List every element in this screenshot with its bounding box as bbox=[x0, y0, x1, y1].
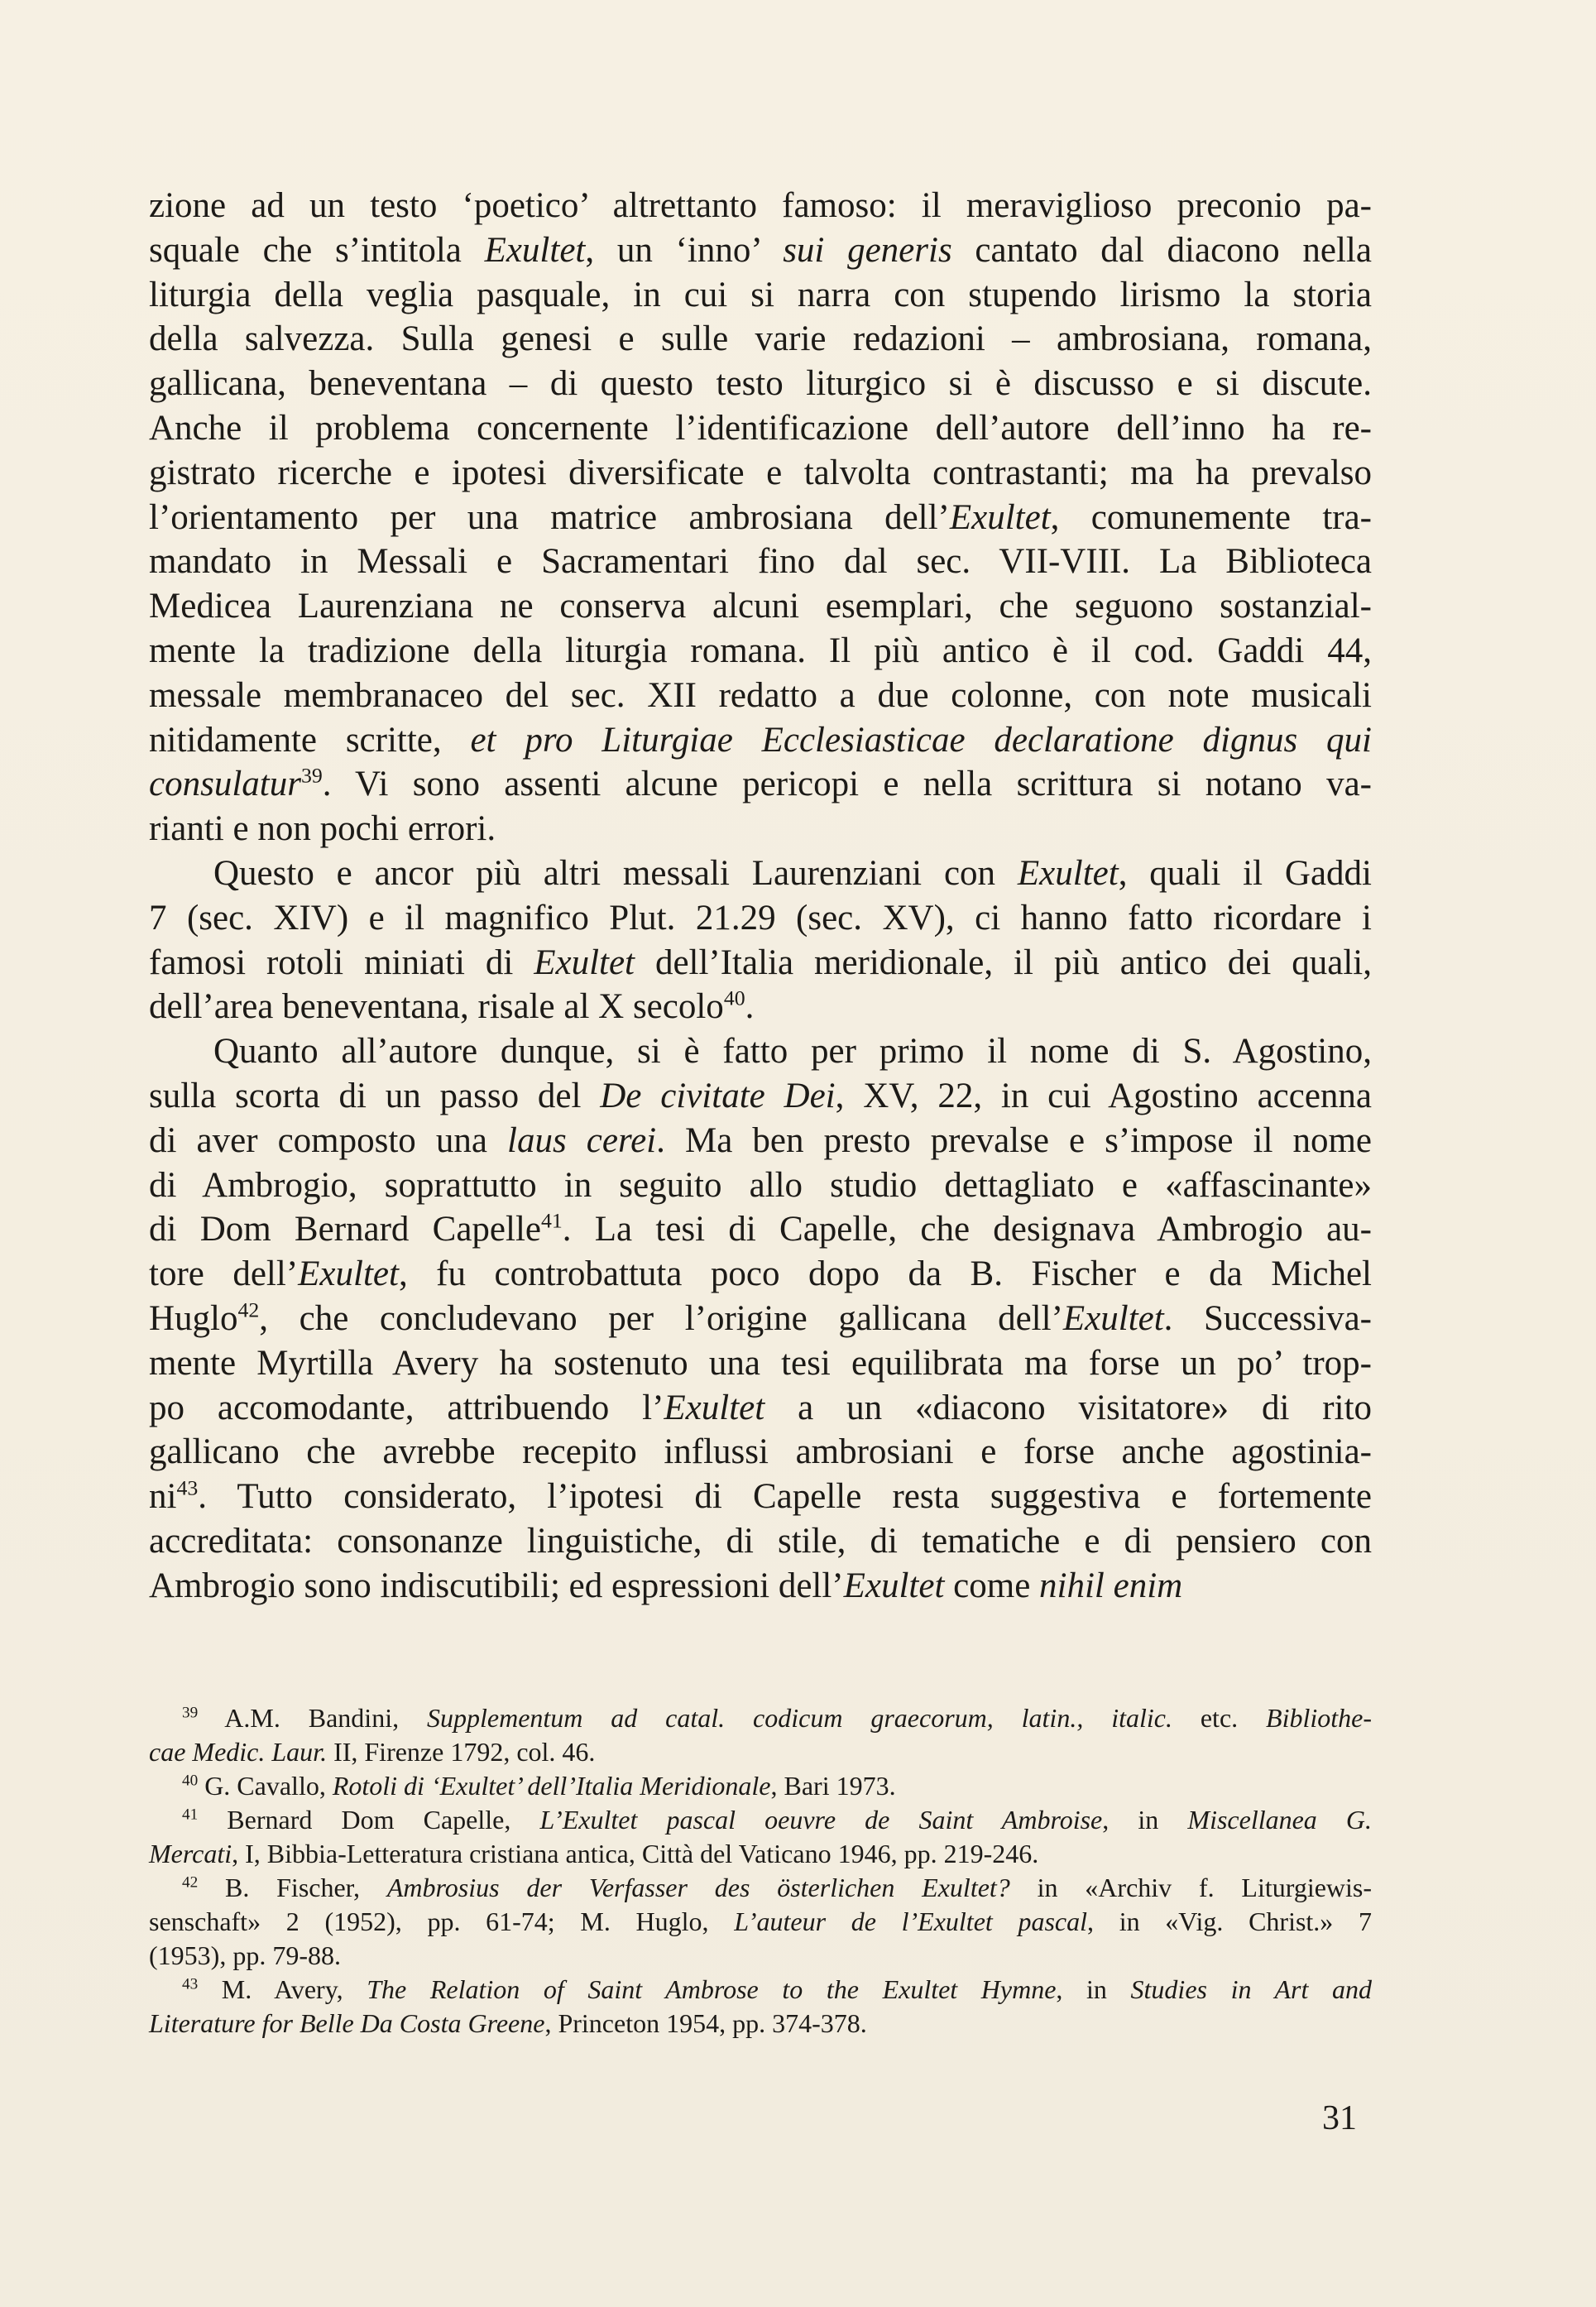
text-line: gallicano che avrebbe recepito influssi ambrosiani e forse anche agostinia- bbox=[149, 1432, 1372, 1472]
text-line: 7 (sec. XIV) e il magnifico Plut. 21.29 (sec. XV), ci hanno fatto ricordare i bbox=[149, 898, 1372, 938]
footnote-43 bbox=[149, 1973, 1372, 2041]
text-line: liturgia della veglia pasquale, in cui si narra con stupendo lirismo la storia bbox=[149, 275, 1372, 314]
footnote-line: $^{40}$ G. Cavallo, Rotoli di ‘Exultet’ dell’Italia Meridionale, Bari 1973. bbox=[182, 1771, 896, 1801]
footnotes bbox=[149, 1701, 1372, 2041]
footnote-line: Mercati, I, Bibbia-Letteratura cristiana antica, Città del Vaticano 1946, pp. 219-246. bbox=[149, 1839, 1039, 1868]
text-line: squale che s’intitola Exultet, un ‘inno’ sui generis cantato dal diacono nella bbox=[149, 230, 1372, 270]
paragraph-2 bbox=[149, 851, 1372, 1029]
footnote-line: (1953), pp. 79-88. bbox=[149, 1940, 341, 1970]
footnote-line: $^{39}$ A.M. Bandini, Supplementum ad catal. codicum graecorum, latin., italic. etc. Bibliothe- bbox=[182, 1703, 1373, 1733]
text-line: Ambrogio sono indiscutibili; ed espressioni dell’Exultet come nihil enim bbox=[149, 1566, 1183, 1605]
text-line: Quanto all’autore dunque, si è fatto per primo il nome di S. Agostino, bbox=[213, 1032, 1372, 1072]
page-number: 31 bbox=[1322, 2099, 1357, 2137]
text-line: Huglo$^{42}$, che concludevano per l’origine gallicana dell’Exultet. Successiva- bbox=[149, 1297, 1372, 1338]
text-line: nitidamente scritte, et pro Liturgiae Ecclesiasticae declaratione dignus qui bbox=[149, 720, 1372, 760]
text-line: tore dell’Exultet, fu controbattuta poco dopo da B. Fischer e da Michel bbox=[149, 1254, 1372, 1294]
footnote-39 bbox=[149, 1701, 1372, 1769]
text-line: di aver composto una laus cerei. Ma ben presto prevalse e s’impose il nome bbox=[149, 1120, 1372, 1160]
text-line: mandato in Messali e Sacramentari fino dal sec. VII-VIII. La Biblioteca bbox=[149, 542, 1372, 582]
paragraph-3 bbox=[149, 1029, 1372, 1608]
text-line: zione ad un testo ‘poetico’ altrettanto famoso: il meraviglioso preconio pa- bbox=[149, 186, 1372, 225]
main-text bbox=[149, 184, 1372, 1609]
footnote-40 bbox=[149, 1769, 1372, 1803]
text-line: gistrato ricerche e ipotesi diversificate e talvolta contrastanti; ma ha prevalso bbox=[149, 453, 1372, 492]
footnote-line: senschaft» 2 (1952), pp. 61-74; M. Huglo, L’auteur de l’Exultet pascal, in «Vig. Christ.» 7 bbox=[149, 1907, 1373, 1936]
footnote-line: $^{43}$ M. Avery, The Relation of Saint Ambrose to the Exultet Hymne, in Studies in Art and bbox=[182, 1974, 1372, 2004]
text-line: di Dom Bernard Capelle$^{41}$. La tesi di Capelle, che designava Ambrogio au- bbox=[149, 1209, 1372, 1249]
text-line: della salvezza. Sulla genesi e sulle varie redazioni – ambrosiana, romana, bbox=[149, 319, 1372, 359]
text-line: mente Myrtilla Avery ha sostenuto una tesi equilibrata ma forse un po’ trop- bbox=[149, 1343, 1372, 1383]
text-line: mente la tradizione della liturgia romana. Il più antico è il cod. Gaddi 44, bbox=[149, 631, 1372, 670]
text-line: di Ambrogio, soprattutto in seguito allo studio dettagliato e «affascinante» bbox=[149, 1165, 1372, 1205]
footnote-42 bbox=[149, 1871, 1372, 1973]
footnote-line: cae Medic. Laur. II, Firenze 1792, col. 46. bbox=[149, 1737, 596, 1767]
text-line: consulatur$^{39}$. Vi sono assenti alcune pericopi e nella scrittura si notano va- bbox=[149, 764, 1372, 804]
paragraph-1 bbox=[149, 184, 1372, 851]
text-line: dell’area beneventana, risale al X secolo$^{40}$. bbox=[149, 986, 755, 1027]
text-line: famosi rotoli miniati di Exultet dell’Italia meridionale, il più antico dei quali, bbox=[149, 942, 1372, 982]
text-line: gallicana, beneventana – di questo testo liturgico si è discusso e si discute. bbox=[149, 364, 1372, 404]
text-line: rianti e non pochi errori. bbox=[149, 809, 496, 849]
footnote-line: $^{42}$ B. Fischer, Ambrosius der Verfasser des österlichen Exultet? in «Archiv f. Liturgiewis- bbox=[182, 1873, 1373, 1902]
text-line: l’orientamento per una matrice ambrosiana dell’Exultet, comunemente tra- bbox=[149, 497, 1372, 537]
text-line: Questo e ancor più altri messali Laurenziani con Exultet, quali il Gaddi bbox=[213, 853, 1372, 893]
text-line: sulla scorta di un passo del De civitate Dei, XV, 22, in cui Agostino accenna bbox=[149, 1076, 1372, 1115]
text-line: Anche il problema concernente l’identificazione dell’autore dell’inno ha re- bbox=[149, 408, 1372, 448]
text-line: po accomodante, attribuendo l’Exultet a un «diacono visitatore» di rito bbox=[149, 1388, 1373, 1427]
text-line: accreditata: consonanze linguistiche, di stile, di tematiche e di pensiero con bbox=[149, 1521, 1372, 1561]
footnote-line: $^{41}$ Bernard Dom Capelle, L’Exultet pascal oeuvre de Saint Ambroise, in Miscellanea G. bbox=[182, 1805, 1373, 1835]
text-line: Medicea Laurenziana ne conserva alcuni esemplari, che seguono sostanzial- bbox=[149, 587, 1372, 626]
text-line: messale membranaceo del sec. XII redatto a due colonne, con note musicali bbox=[149, 675, 1372, 715]
footnote-41 bbox=[149, 1803, 1372, 1871]
text-line: $ni^{43}$. Tutto considerato, l’ipotesi di Capelle resta suggestiva e fortemente bbox=[149, 1475, 1372, 1517]
footnote-line: Literature for Belle Da Costa Greene, Princeton 1954, pp. 374-378. bbox=[149, 2008, 867, 2038]
